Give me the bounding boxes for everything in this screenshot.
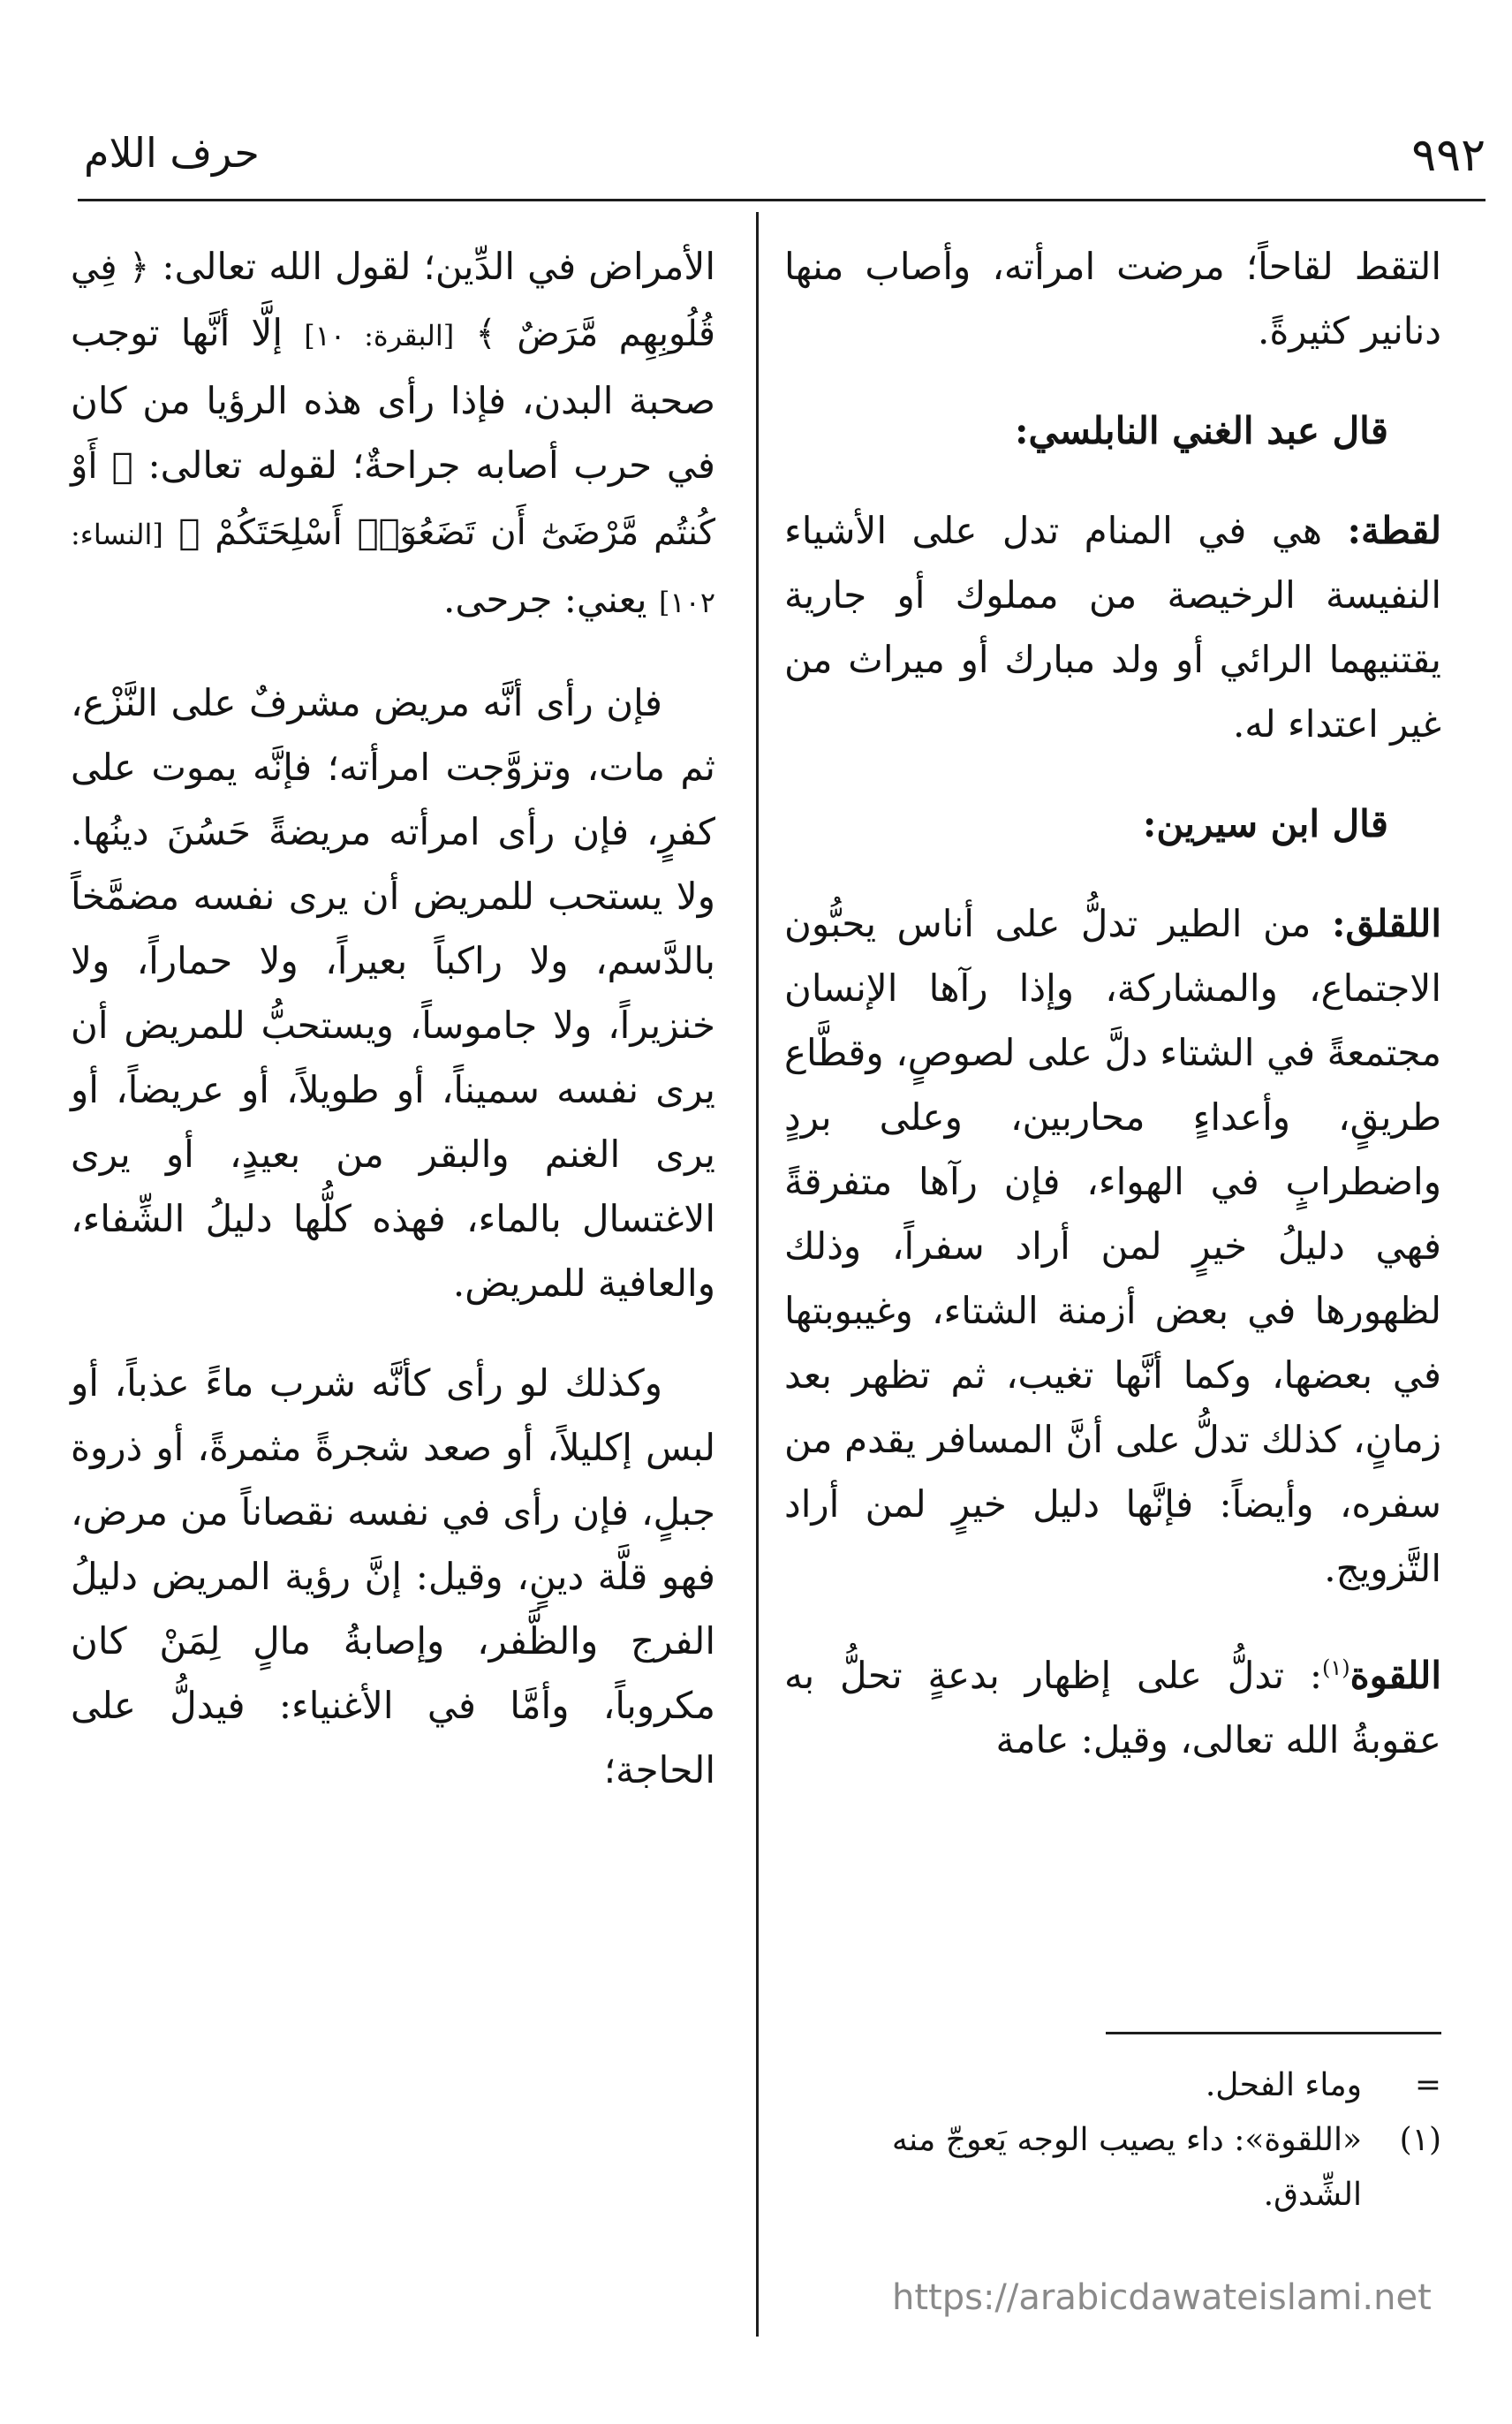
text-run: إلَّا أنَّها توجب صحبة البدن، فإذا رأى هذه الرؤيا من كان في حرب أصابه جراحةٌ؛ لقوله تعالى: xyxy=(71,311,716,487)
section-heading: قال ابن سيرين: xyxy=(1142,802,1388,845)
entry-term: لقطة: xyxy=(1347,509,1441,552)
footnote-text: وماء الفحل. xyxy=(1205,2067,1362,2103)
verse-reference: [البقرة: ١٠] xyxy=(304,319,455,352)
entry-term: اللقلق: xyxy=(1331,902,1441,945)
footnote-rule xyxy=(1106,2032,1441,2034)
paragraph: التقط لقاحاً؛ مرضت امرأته، وأصاب منها دنانير كثيرةً. xyxy=(784,245,1441,352)
page-number: ٩٩٢ xyxy=(1411,129,1486,182)
entry-text: من الطير تدلُّ على أناس يحبُّون الاجتماع، والمشاركة، وإذا رآها الإنسان مجتمعةً في الشتاء دلَّ على لصوصٍ، وقطَّاع طريقٍ، وأعداءٍ محاربين، وعلى بردٍ واضطرابٍ في الهواء، فإن رآها متفرقةً فهي دليلُ خيرٍ لمن أراد سفراً، وذلك لظهورها في بعض أزمنة الشتاء، وغيبوبتها في بعضها، وكما أنَّها تغيب، ثم تظهر بعد زمانٍ، كذلك تدلُّ على أنَّ المسافر يقدم من سفره، وأيضاً: فإنَّها دليل خيرٍ لمن أراد التَّزويج. xyxy=(784,902,1441,1590)
paragraph xyxy=(784,1636,1441,1772)
verse-reference: [النساء: ١٠٢] xyxy=(71,518,715,619)
footnote-1 xyxy=(784,2113,1441,2223)
paragraph: فإن رأى أنَّه مريض مشرفٌ على النَّزْع، ثم مات، وتزوَّجت امرأته؛ فإنَّه يموت على كفرٍ، فإن رأى امرأته مريضةً حَسُنَ دينُها. ولا يستحب للمريض أن يرى نفسه مضمَّخاً بالدَّسم، ولا راكباً بعيراً، ولا حماراً، ولا خنزيراً، ولا جاموساً، ويستحبُّ للمريض أن يرى نفسه سميناً، أو طويلاً، أو عريضاً، أو يرى الغنم والبقر من بعيدٍ، أو يرى الاغتسال بالماء، فهذه كلُّها دليلُ الشِّفاء، والعافية للمريض. xyxy=(71,681,715,1305)
footnote-marker: (١) xyxy=(1399,2122,1441,2158)
footnote-continuation xyxy=(784,2058,1441,2113)
running-title: حرف اللام xyxy=(84,129,260,177)
text-run: الأمراض في الدِّين؛ لقول الله تعالى: xyxy=(162,245,715,288)
right-column xyxy=(784,234,1441,1807)
paragraph xyxy=(784,498,1441,756)
paragraph xyxy=(784,891,1441,1601)
quran-verse: ﴿ فِي قُلُوبِهِم مَّرَضٌ ﴾ xyxy=(71,247,715,354)
section-heading: قال عبد الغني النابلسي: xyxy=(1015,409,1388,452)
paragraph xyxy=(71,234,715,635)
footnote-marker: (١) xyxy=(1322,1655,1350,1680)
watermark-url: https://arabicdawateislami.net xyxy=(892,2277,1432,2318)
footnotes xyxy=(784,2058,1441,2223)
paragraph: وكذلك لو رأى كأنَّه شرب ماءً عذباً، أو لبس إكليلاً، أو صعد شجرةً مثمرةً، أو ذروة جبلٍ، فإن رأى في نفسه نقصاناً من مرض، فهو قلَّة دينٍ، وقيل: إنَّ رؤية المريض دليلُ الفرج والظَّفر، وإصابةُ مالٍ لِمَنْ كان مكروباً، وأمَّا في الأغنياء: فيدلُّ على الحاجة؛ xyxy=(71,1361,715,1791)
header-rule xyxy=(78,199,1486,201)
entry-text: هي في المنام تدل على الأشياء النفيسة الرخيصة من مملوك أو جارية يقتنيهما الرائي أو ولد مبارك أو ميراث من غير اعتداء له. xyxy=(784,509,1441,746)
entry-term: اللقوة xyxy=(1349,1654,1441,1697)
text-run: يعني: جرحى. xyxy=(443,578,647,621)
quran-verse: ﴿ أَوْ كُنتُم مَّرْضَىٰٓ أَن تَضَعُوٓا۟ أَسْلِحَتَكُمْ ﴾ xyxy=(71,446,715,553)
footnote-marker: = xyxy=(1414,2067,1441,2103)
footnote-text: «اللقوة»: داء يصيب الوجه يَعوجّ منه الشِّدق. xyxy=(891,2122,1362,2213)
column-divider xyxy=(756,212,759,2337)
entry-text: : تدلُّ على إظهار بدعةٍ تحلُّ به عقوبةُ الله تعالى، وقيل: عامة xyxy=(784,1654,1441,1761)
left-column xyxy=(71,234,715,1837)
